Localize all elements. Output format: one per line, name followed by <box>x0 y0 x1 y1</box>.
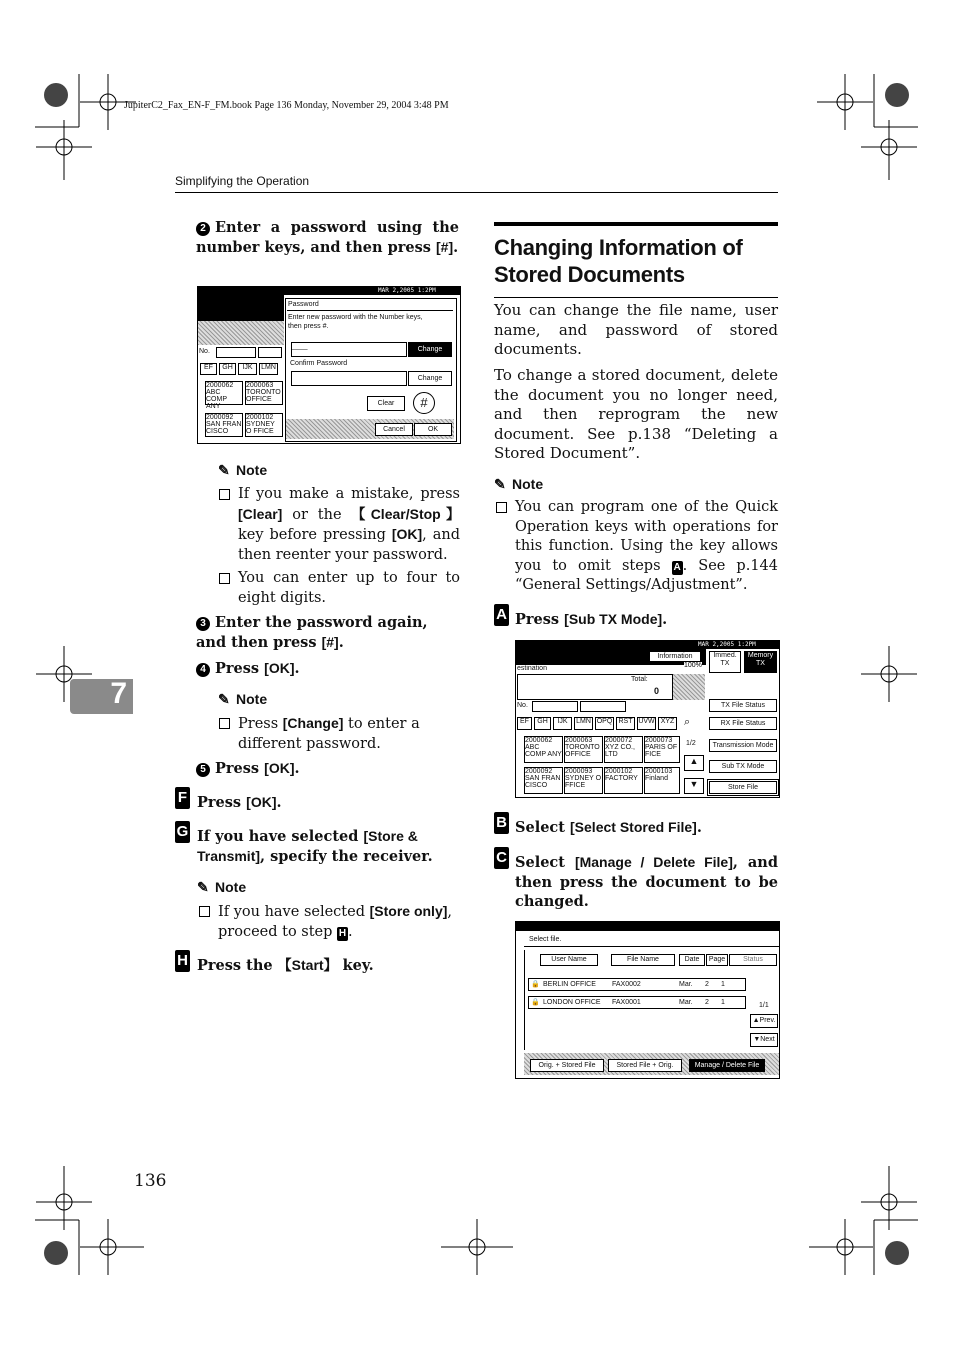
step-c: Select [Manage / Delete File], and then press the document to be changed. <box>515 854 778 910</box>
running-head: Simplifying the Operation <box>175 174 310 188</box>
file-row[interactable]: 🔒 LONDON OFFICE FAX0001 Mar. 2 1 <box>528 996 746 1009</box>
change-button[interactable]: Change <box>408 342 452 357</box>
checkbox-bullet-icon <box>496 502 507 513</box>
checkbox-bullet-icon <box>219 718 230 729</box>
chapter-number: 7 <box>110 677 127 710</box>
checkbox-bullet-icon <box>199 906 210 917</box>
change-button-2[interactable]: Change <box>408 371 452 386</box>
file-row[interactable]: 🔒 BERLIN OFFICE FAX0002 Mar. 2 1 <box>528 978 746 991</box>
step-b: Select [Select Stored File]. <box>515 819 702 836</box>
manage-delete-file-button[interactable]: Manage / Delete File <box>689 1059 765 1072</box>
rx-file-status-button[interactable]: RX File Status <box>709 717 777 730</box>
checkbox-bullet-icon <box>219 573 230 584</box>
immed-tx-button[interactable]: Immed. TX <box>709 651 741 673</box>
note-4-item: You can program one of the Quick Operation keys with operations for this function. Using the key allows you to omit steps A . See p.144 “General Settings/Adjustment”. <box>515 498 778 596</box>
step-g: If you have selected [Store & Transmit], specify the receiver. <box>197 828 433 865</box>
pencil-icon: ✎ <box>197 879 209 895</box>
note-3-item: If you have selected [Store only], proceed to step H . <box>218 902 460 942</box>
checkbox-bullet-icon <box>219 489 230 500</box>
clear-button[interactable]: Clear <box>367 396 405 411</box>
step-f: Press [OK]. <box>197 794 282 811</box>
paragraph-2: To change a stored document, delete the document you no longer need, and then reprogram the new document. See p.138 “Deleting a Stored Document”. <box>494 366 778 462</box>
pencil-icon: ✎ <box>218 691 230 707</box>
cancel-button[interactable]: Cancel <box>375 423 413 436</box>
search-icon[interactable]: ⌕ <box>684 716 691 728</box>
pencil-icon: ✎ <box>494 476 506 492</box>
chapter-tab <box>70 679 133 714</box>
step-4: 4 Press [OK]. <box>196 659 459 679</box>
scroll-up-icon[interactable]: ▲ <box>684 755 704 771</box>
note-3: ✎ Note <box>197 879 247 895</box>
note-1: ✎ Note <box>218 462 268 478</box>
header-rule <box>175 192 778 193</box>
select-file-screen: Select file. User Name File Name Date Page Status 🔒 BERLIN OFFICE FAX0002 Mar. 2 1 🔒 LONDON OFFICE FAX0001 Mar. 2 1 1/1 ▲Prev. ▼Next Orig. + Stored File Stored File + Orig. Manage / Delete File <box>515 921 780 1079</box>
pencil-icon: ✎ <box>218 462 230 478</box>
note-1-item-1: If you make a mistake, press [Clear] or the 【Clear/Stop】 key before pressing [OK], and then reenter your password. <box>238 485 460 565</box>
section-heading: Changing Information of Stored Documents <box>494 235 743 287</box>
store-file-button[interactable]: Store File <box>709 781 777 794</box>
hash-key-icon[interactable]: # <box>413 392 435 414</box>
step-3: 3 Enter the password again, and then press [#]. <box>196 614 428 651</box>
step-2: 2 Enter a password using the number keys, and then press [#]. <box>196 219 459 256</box>
orig-stored-file-button[interactable]: Orig. + Stored File <box>530 1059 604 1072</box>
tx-file-status-button[interactable]: TX File Status <box>709 699 777 712</box>
step-b-number: B <box>494 812 509 834</box>
step-c-number: C <box>494 847 509 869</box>
stored-file-orig-button[interactable]: Stored File + Orig. <box>608 1059 682 1072</box>
step-a: Press [Sub TX Mode]. <box>515 611 668 628</box>
transmission-mode-button[interactable]: Transmission Mode <box>709 739 777 752</box>
section-title <box>494 222 778 298</box>
page-number: 136 <box>134 1171 167 1191</box>
note-2: ✎ Note <box>218 691 268 707</box>
paragraph-1: You can change the file name, user name, and password of stored documents. <box>494 301 778 358</box>
next-button[interactable]: ▼Next <box>750 1033 778 1047</box>
ok-button[interactable]: OK <box>414 423 452 436</box>
step-number: 2 <box>196 222 210 236</box>
scroll-down-icon[interactable]: ▼ <box>684 778 704 794</box>
password-screen: MAR 2,2005 1:2PM No. EF GH IJK LMN 2000062 ABC COMP ANY 2000063 TORONTO OFFICE 2000092 SAN FRAN CISCO 2000102 SYDNEY O FFICE Password Enter new password with the Number keys, then press #. ____ Change Confirm Password Change Clear # Cancel OK <box>197 286 461 444</box>
step-f-number: F <box>175 787 190 809</box>
step-5: 5 Press [OK]. <box>196 759 459 779</box>
lock-icon: 🔒 <box>531 999 540 1006</box>
fax-main-screen: MAR 2,2005 1:2PM Information 100% estination Immed. TX Memory TX Total: 0 TX File Status RX File Status Transmission Mode Sub TX Mode Store File No. EF GH IJK LMN OPQ RST UVW XYZ ⌕ 2000062 ABC COMP ANY 2000063 TORONTO OFFICE 2000072 XYZ CO., LTD 2000073 PARIS OF FICE 2000092 SAN FRAN CISCO 2000093 SYDNEY O FFICE 2000102 FACTORY 2000103 Finland 1/2 ▲ ▼ <box>515 640 780 798</box>
note-2-item: Press [Change] to enter a different password. <box>238 714 460 754</box>
prev-button[interactable]: ▲Prev. <box>750 1014 778 1028</box>
password-field[interactable]: ____ <box>291 342 407 357</box>
step-g-number: G <box>175 821 190 843</box>
step-a-number: A <box>494 604 509 626</box>
information-button[interactable]: Information <box>649 651 701 662</box>
confirm-field[interactable] <box>291 371 407 386</box>
lock-icon: 🔒 <box>531 981 540 988</box>
step-h-number: H <box>175 950 190 972</box>
note-4: ✎ Note <box>494 476 544 492</box>
memory-tx-button[interactable]: Memory TX <box>744 651 777 673</box>
file-header: JupiterC2_Fax_EN-F_FM.book Page 136 Monday, November 29, 2004 3:48 PM <box>124 100 449 111</box>
sub-tx-mode-button[interactable]: Sub TX Mode <box>709 760 777 773</box>
step-h: Press the 【Start】 key. <box>197 957 374 974</box>
note-1-item-2: You can enter up to four to eight digits. <box>238 569 460 608</box>
